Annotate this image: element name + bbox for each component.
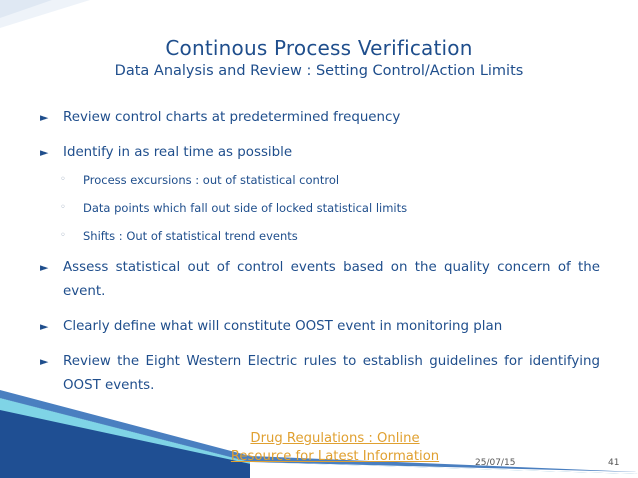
slide-title: Continous Process Verification (165, 36, 473, 60)
page-number: 41 (608, 458, 620, 468)
sub-bullet-text: Data points which fall out side of locked statistical limits (83, 201, 408, 215)
slide-subtitle: Data Analysis and Review : Setting Control/Action Limits (114, 63, 524, 79)
bullet-arrow-icon: ► (40, 111, 49, 124)
sub-bullet-list (40, 172, 600, 244)
content-list (40, 106, 600, 409)
bullet-item (40, 106, 600, 130)
sub-bullet-item (40, 200, 600, 216)
bullet-text: Review control charts at predetermined frequency (63, 110, 401, 125)
bullet-item (40, 256, 600, 304)
sub-bullet-item (40, 172, 600, 188)
bullet-item (40, 141, 600, 165)
bullet-text: Clearly define what will constitute OOST event in monitoring plan (63, 319, 503, 334)
bullet-arrow-icon: ► (40, 355, 49, 368)
sub-bullet-text: Shifts : Out of statistical trend events (83, 229, 298, 243)
footer-link-line2[interactable]: Resource for Latest Information (230, 449, 440, 464)
bullet-arrow-icon: ► (40, 320, 49, 333)
bullet-arrow-icon: ► (40, 146, 49, 159)
sub-bullet-circle-icon: ◦ (60, 174, 66, 185)
corner-decoration (0, 0, 90, 36)
sub-bullet-item (40, 228, 600, 244)
bullet-text: Assess statistical out of control events based on the quality concern of the event. (63, 260, 600, 299)
sub-bullet-circle-icon: ◦ (60, 202, 66, 213)
sub-bullet-text: Process excursions : out of statistical control (83, 173, 340, 187)
sub-bullet-circle-icon: ◦ (60, 230, 66, 241)
bullet-item (40, 315, 600, 339)
slide-date: 25/07/15 (475, 458, 516, 468)
bullet-text: Identify in as real time as possible (63, 145, 293, 160)
title-block (0, 36, 638, 81)
footer-link[interactable] (205, 430, 465, 466)
bullet-text: Review the Eight Western Electric rules to establish guidelines for identifying OOST events. (63, 354, 600, 393)
bullet-arrow-icon: ► (40, 261, 49, 274)
footer-link-line1[interactable]: Drug Regulations : Online (250, 431, 420, 446)
